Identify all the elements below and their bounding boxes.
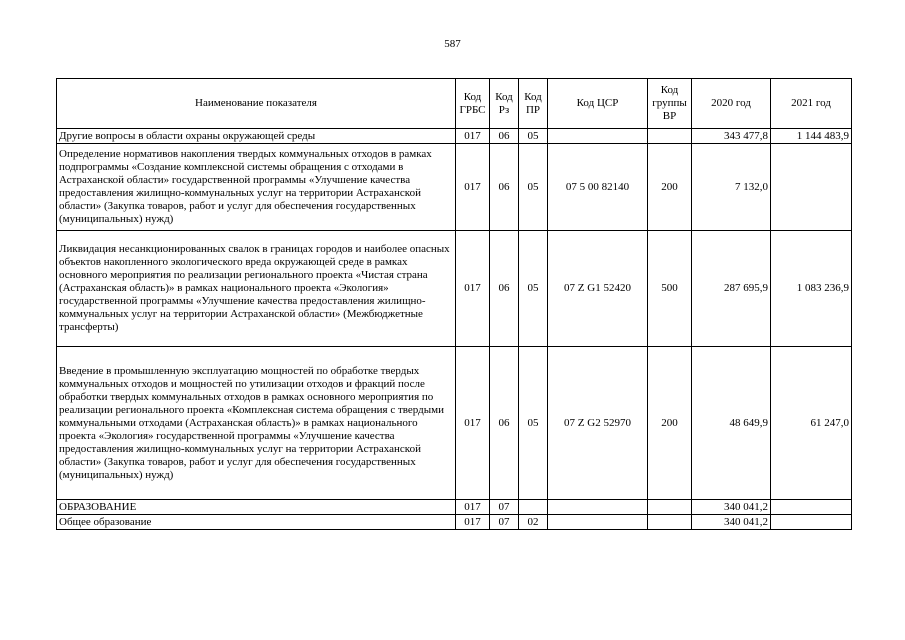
cell-name: Другие вопросы в области охраны окружающей среды: [57, 129, 456, 144]
header-vr: Код группы ВР: [648, 79, 692, 129]
cell-vr: [648, 129, 692, 144]
cell-name: Определение нормативов накопления твердых коммунальных отходов в рамках подпрограммы «Создание комплексной системы обращения с отходами в Астраханской области» государственной программы «Улучшение качества предоставления жилищно-коммунальных услуг на территории Астраханской области» (Закупка товаров, работ и услуг для обеспечения государственных (муниципальных) нужд): [57, 144, 456, 231]
table-row: [57, 500, 852, 515]
cell-vr: 200: [648, 144, 692, 231]
cell-vr: [648, 500, 692, 515]
cell-vr: [648, 515, 692, 530]
cell-pr: [519, 500, 548, 515]
cell-csr: [548, 500, 648, 515]
budget-table: [56, 78, 852, 530]
table-body: [57, 129, 852, 530]
cell-pr: 02: [519, 515, 548, 530]
header-2021: 2021 год: [771, 79, 852, 129]
cell-vr: 200: [648, 347, 692, 500]
cell-name: Общее образование: [57, 515, 456, 530]
header-grbs: Код ГРБС: [456, 79, 490, 129]
cell-csr: 07 Z G2 52970: [548, 347, 648, 500]
cell-grbs: 017: [456, 500, 490, 515]
cell-csr: 07 5 00 82140: [548, 144, 648, 231]
cell-grbs: 017: [456, 144, 490, 231]
cell-pr: 05: [519, 144, 548, 231]
cell-pr: 05: [519, 129, 548, 144]
header-2020: 2020 год: [692, 79, 771, 129]
header-name: Наименование показателя: [57, 79, 456, 129]
table-row: [57, 231, 852, 347]
cell-csr: 07 Z G1 52420: [548, 231, 648, 347]
header-row: [57, 79, 852, 129]
cell-vr: 500: [648, 231, 692, 347]
cell-rz: 06: [490, 347, 519, 500]
table-row: [57, 347, 852, 500]
cell-name: Введение в промышленную эксплуатацию мощностей по обработке твердых коммунальных отходов и мощностей по утилизации отходов и фракций после обработки твердых коммунальных отходов в рамках основного мероприятия по реализации регионального проекта «Комплексная система обращения с твердыми коммунальными отходами (Астраханская область)» в рамках национального проекта «Экология» государственной программы «Улучшение качества предоставления жилищно-коммунальных услуг на территории Астраханской области» (Закупка товаров, работ и услуг для обеспечения государственных (муниципальных) нужд): [57, 347, 456, 500]
cell-2020: 48 649,9: [692, 347, 771, 500]
cell-grbs: 017: [456, 515, 490, 530]
cell-rz: 06: [490, 144, 519, 231]
cell-2020: 7 132,0: [692, 144, 771, 231]
table-row: [57, 144, 852, 231]
cell-2020: 340 041,2: [692, 500, 771, 515]
cell-grbs: 017: [456, 129, 490, 144]
cell-rz: 07: [490, 500, 519, 515]
table-row: [57, 515, 852, 530]
cell-rz: 07: [490, 515, 519, 530]
cell-csr: [548, 515, 648, 530]
cell-rz: 06: [490, 129, 519, 144]
table-header: [57, 79, 852, 129]
cell-2020: 343 477,8: [692, 129, 771, 144]
cell-2021: [771, 515, 852, 530]
cell-pr: 05: [519, 347, 548, 500]
cell-2020: 287 695,9: [692, 231, 771, 347]
cell-name: Ликвидация несанкционированных свалок в границах городов и наиболее опасных объектов накопленного экологического вреда окружающей среде в рамках основного мероприятия по реализации регионального проекта «Чистая страна (Астраханская область)» в рамках национального проекта «Экология» государственной программы «Улучшение качества предоставления жилищно-коммунальных услуг на территории Астраханской области» (Межбюджетные трансферты): [57, 231, 456, 347]
cell-rz: 06: [490, 231, 519, 347]
cell-pr: 05: [519, 231, 548, 347]
cell-2021: [771, 500, 852, 515]
header-rz: Код Рз: [490, 79, 519, 129]
cell-2021: 1 083 236,9: [771, 231, 852, 347]
table-row: [57, 129, 852, 144]
cell-grbs: 017: [456, 231, 490, 347]
cell-2021: 61 247,0: [771, 347, 852, 500]
cell-2021: 1 144 483,9: [771, 129, 852, 144]
cell-2020: 340 041,2: [692, 515, 771, 530]
cell-csr: [548, 129, 648, 144]
page-number: 587: [444, 38, 461, 50]
cell-2021: [771, 144, 852, 231]
cell-grbs: 017: [456, 347, 490, 500]
cell-name: ОБРАЗОВАНИЕ: [57, 500, 456, 515]
header-pr: Код ПР: [519, 79, 548, 129]
header-csr: Код ЦСР: [548, 79, 648, 129]
